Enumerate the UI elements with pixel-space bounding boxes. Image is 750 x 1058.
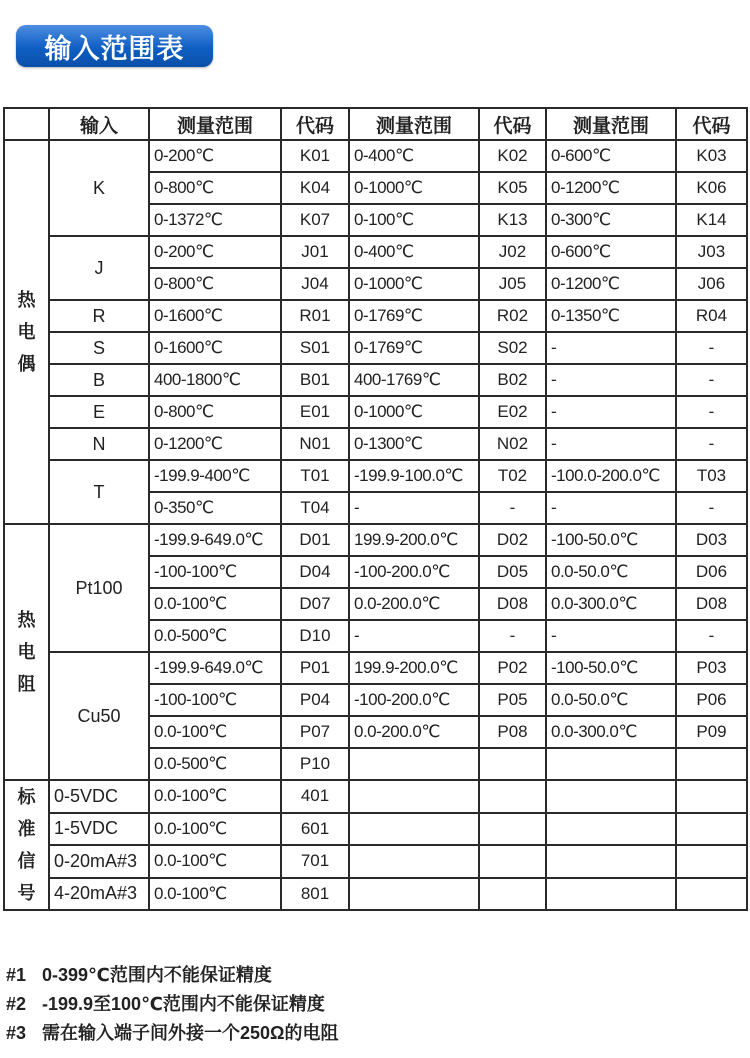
range-cell: 0-200℃ — [149, 236, 281, 268]
table-row — [4, 332, 747, 364]
code-cell: - — [676, 620, 747, 652]
header-input: 输入 — [49, 108, 149, 140]
range-cell — [546, 845, 676, 878]
code-cell — [479, 845, 546, 878]
group-label: 标准信号 — [17, 787, 36, 903]
code-cell: D10 — [281, 620, 349, 652]
code-cell: B02 — [479, 364, 546, 396]
footnote — [6, 990, 338, 1019]
range-cell: 0.0-200.0℃ — [349, 588, 479, 620]
code-cell: R04 — [676, 300, 747, 332]
footnote — [6, 961, 338, 990]
code-cell — [479, 748, 546, 780]
range-cell: 0-300℃ — [546, 204, 676, 236]
code-cell: D07 — [281, 588, 349, 620]
input-type: E — [49, 396, 149, 428]
range-cell: 0.0-500℃ — [149, 748, 281, 780]
header-code-3: 代码 — [676, 108, 747, 140]
range-cell — [349, 845, 479, 878]
footnote-number: #2 — [6, 994, 27, 1014]
range-cell: 0-1200℃ — [149, 428, 281, 460]
range-cell: -100.0-200.0℃ — [546, 460, 676, 492]
input-type: R — [49, 300, 149, 332]
code-cell: P07 — [281, 716, 349, 748]
code-cell: K02 — [479, 140, 546, 172]
code-cell: 401 — [281, 780, 349, 813]
range-cell: 0.0-50.0℃ — [546, 556, 676, 588]
title-banner: 输入范围表 — [16, 25, 213, 67]
group-cell — [4, 524, 49, 780]
group-label: 热电偶 — [17, 290, 36, 374]
input-type: T — [49, 460, 149, 524]
range-cell: 0-600℃ — [546, 140, 676, 172]
table-row — [4, 236, 747, 268]
code-cell: D02 — [479, 524, 546, 556]
code-cell: K03 — [676, 140, 747, 172]
code-cell: P06 — [676, 684, 747, 716]
range-cell: 0.0-500℃ — [149, 620, 281, 652]
code-cell: T04 — [281, 492, 349, 524]
code-cell: P02 — [479, 652, 546, 684]
range-cell: - — [546, 396, 676, 428]
range-cell — [349, 878, 479, 911]
input-type: K — [49, 140, 149, 236]
code-cell — [479, 780, 546, 813]
range-cell: 0.0-100℃ — [149, 780, 281, 813]
code-cell: E02 — [479, 396, 546, 428]
range-cell — [546, 813, 676, 846]
range-cell: 400-1800℃ — [149, 364, 281, 396]
range-cell: 0-400℃ — [349, 140, 479, 172]
range-cell: 0-350℃ — [149, 492, 281, 524]
range-cell — [349, 748, 479, 780]
input-type: N — [49, 428, 149, 460]
range-cell: 0.0-100℃ — [149, 845, 281, 878]
range-cell: - — [546, 364, 676, 396]
code-cell: - — [676, 492, 747, 524]
code-cell: J02 — [479, 236, 546, 268]
code-cell — [676, 748, 747, 780]
range-cell: 0-800℃ — [149, 396, 281, 428]
range-cell: 199.9-200.0℃ — [349, 524, 479, 556]
footnote-number: #1 — [6, 965, 27, 985]
table-row — [4, 524, 747, 556]
code-cell: 601 — [281, 813, 349, 846]
code-cell: R01 — [281, 300, 349, 332]
code-cell: - — [676, 332, 747, 364]
range-cell: -199.9-100.0℃ — [349, 460, 479, 492]
header-blank — [4, 108, 49, 140]
code-cell: P03 — [676, 652, 747, 684]
code-cell: 701 — [281, 845, 349, 878]
table-row — [4, 652, 747, 684]
range-cell: -100-50.0℃ — [546, 652, 676, 684]
input-type: 0-20mA#3 — [49, 845, 149, 878]
table-row — [4, 300, 747, 332]
code-cell — [676, 813, 747, 846]
range-cell: - — [349, 492, 479, 524]
range-cell: 0-1372℃ — [149, 204, 281, 236]
range-cell: 0-1200℃ — [546, 268, 676, 300]
code-cell: N02 — [479, 428, 546, 460]
range-cell: 0-1769℃ — [349, 332, 479, 364]
table-row — [4, 878, 747, 911]
code-cell: T03 — [676, 460, 747, 492]
range-cell: -199.9-400℃ — [149, 460, 281, 492]
code-cell: K13 — [479, 204, 546, 236]
range-cell: 0.0-300.0℃ — [546, 588, 676, 620]
input-type: J — [49, 236, 149, 300]
footnote — [6, 1019, 338, 1048]
table-row — [4, 364, 747, 396]
range-cell: -100-200.0℃ — [349, 556, 479, 588]
code-cell: - — [676, 428, 747, 460]
table-row — [4, 140, 747, 172]
code-cell: P09 — [676, 716, 747, 748]
table-row — [4, 780, 747, 813]
code-cell: E01 — [281, 396, 349, 428]
code-cell: J04 — [281, 268, 349, 300]
range-cell: 400-1769℃ — [349, 364, 479, 396]
range-cell — [546, 748, 676, 780]
input-type: B — [49, 364, 149, 396]
group-cell — [4, 780, 49, 910]
range-cell — [349, 780, 479, 813]
input-type: S — [49, 332, 149, 364]
input-type: 0-5VDC — [49, 780, 149, 813]
range-cell: 0-200℃ — [149, 140, 281, 172]
code-cell: T02 — [479, 460, 546, 492]
code-cell: S02 — [479, 332, 546, 364]
code-cell — [676, 780, 747, 813]
range-cell: 0.0-100℃ — [149, 878, 281, 911]
input-type: Pt100 — [49, 524, 149, 652]
range-cell: 0.0-100℃ — [149, 588, 281, 620]
footnote-text: 需在输入端子间外接一个250Ω的电阻 — [42, 1023, 339, 1043]
input-range-table — [3, 107, 748, 911]
code-cell: - — [479, 492, 546, 524]
code-cell: N01 — [281, 428, 349, 460]
code-cell: T01 — [281, 460, 349, 492]
range-cell: 0-400℃ — [349, 236, 479, 268]
range-cell: 0-1000℃ — [349, 268, 479, 300]
code-cell: D08 — [676, 588, 747, 620]
group-cell — [4, 140, 49, 524]
input-type: Cu50 — [49, 652, 149, 780]
code-cell: J06 — [676, 268, 747, 300]
code-cell: D04 — [281, 556, 349, 588]
range-cell: - — [349, 620, 479, 652]
range-cell: 0.0-300.0℃ — [546, 716, 676, 748]
range-cell: 0-800℃ — [149, 268, 281, 300]
header-range-3: 测量范围 — [546, 108, 676, 140]
range-cell: 0-600℃ — [546, 236, 676, 268]
code-cell: K05 — [479, 172, 546, 204]
code-cell: K01 — [281, 140, 349, 172]
code-cell: S01 — [281, 332, 349, 364]
range-cell: 199.9-200.0℃ — [349, 652, 479, 684]
footnotes — [6, 961, 338, 1048]
range-cell: -100-50.0℃ — [546, 524, 676, 556]
code-cell — [676, 878, 747, 911]
footnote-text: 0-399℃范围内不能保证精度 — [42, 965, 272, 985]
footnote-text: -199.9至100℃范围内不能保证精度 — [42, 994, 325, 1014]
range-cell: -199.9-649.0℃ — [149, 652, 281, 684]
table-row — [4, 396, 747, 428]
code-cell: 801 — [281, 878, 349, 911]
table-row — [4, 428, 747, 460]
code-cell: K06 — [676, 172, 747, 204]
table-header-row — [4, 108, 747, 140]
range-cell: 0-1000℃ — [349, 172, 479, 204]
code-cell: K04 — [281, 172, 349, 204]
code-cell — [479, 813, 546, 846]
code-cell: J01 — [281, 236, 349, 268]
range-cell: -199.9-649.0℃ — [149, 524, 281, 556]
code-cell: D06 — [676, 556, 747, 588]
code-cell: R02 — [479, 300, 546, 332]
table-row — [4, 845, 747, 878]
range-cell — [546, 878, 676, 911]
code-cell: D08 — [479, 588, 546, 620]
code-cell — [676, 845, 747, 878]
input-type: 1-5VDC — [49, 813, 149, 846]
range-cell: - — [546, 620, 676, 652]
table-row — [4, 813, 747, 846]
header-range-1: 测量范围 — [149, 108, 281, 140]
code-cell: K14 — [676, 204, 747, 236]
code-cell: D03 — [676, 524, 747, 556]
code-cell: P08 — [479, 716, 546, 748]
group-label: 热电阻 — [17, 610, 36, 694]
code-cell: P01 — [281, 652, 349, 684]
code-cell: P05 — [479, 684, 546, 716]
range-cell — [349, 813, 479, 846]
footnote-number: #3 — [6, 1023, 27, 1043]
range-cell: - — [546, 428, 676, 460]
code-cell: - — [479, 620, 546, 652]
range-cell: 0-1600℃ — [149, 332, 281, 364]
range-cell: 0.0-100℃ — [149, 813, 281, 846]
range-cell: 0.0-200.0℃ — [349, 716, 479, 748]
range-cell: 0-1600℃ — [149, 300, 281, 332]
range-cell: 0-1200℃ — [546, 172, 676, 204]
range-cell — [546, 780, 676, 813]
code-cell — [479, 878, 546, 911]
code-cell: D01 — [281, 524, 349, 556]
code-cell: - — [676, 364, 747, 396]
range-cell: - — [546, 492, 676, 524]
range-cell: 0-1350℃ — [546, 300, 676, 332]
code-cell: D05 — [479, 556, 546, 588]
range-cell: 0.0-100℃ — [149, 716, 281, 748]
range-cell: - — [546, 332, 676, 364]
code-cell: K07 — [281, 204, 349, 236]
range-cell: 0-1300℃ — [349, 428, 479, 460]
range-cell: 0-1000℃ — [349, 396, 479, 428]
range-cell: -100-200.0℃ — [349, 684, 479, 716]
table-row — [4, 460, 747, 492]
code-cell: J05 — [479, 268, 546, 300]
range-cell: -100-100℃ — [149, 556, 281, 588]
range-cell: 0-800℃ — [149, 172, 281, 204]
range-cell: -100-100℃ — [149, 684, 281, 716]
input-type: 4-20mA#3 — [49, 878, 149, 911]
header-code-1: 代码 — [281, 108, 349, 140]
code-cell: B01 — [281, 364, 349, 396]
range-cell: 0-100℃ — [349, 204, 479, 236]
header-range-2: 测量范围 — [349, 108, 479, 140]
code-cell: J03 — [676, 236, 747, 268]
code-cell: - — [676, 396, 747, 428]
header-code-2: 代码 — [479, 108, 546, 140]
range-cell: 0.0-50.0℃ — [546, 684, 676, 716]
range-cell: 0-1769℃ — [349, 300, 479, 332]
code-cell: P04 — [281, 684, 349, 716]
code-cell: P10 — [281, 748, 349, 780]
